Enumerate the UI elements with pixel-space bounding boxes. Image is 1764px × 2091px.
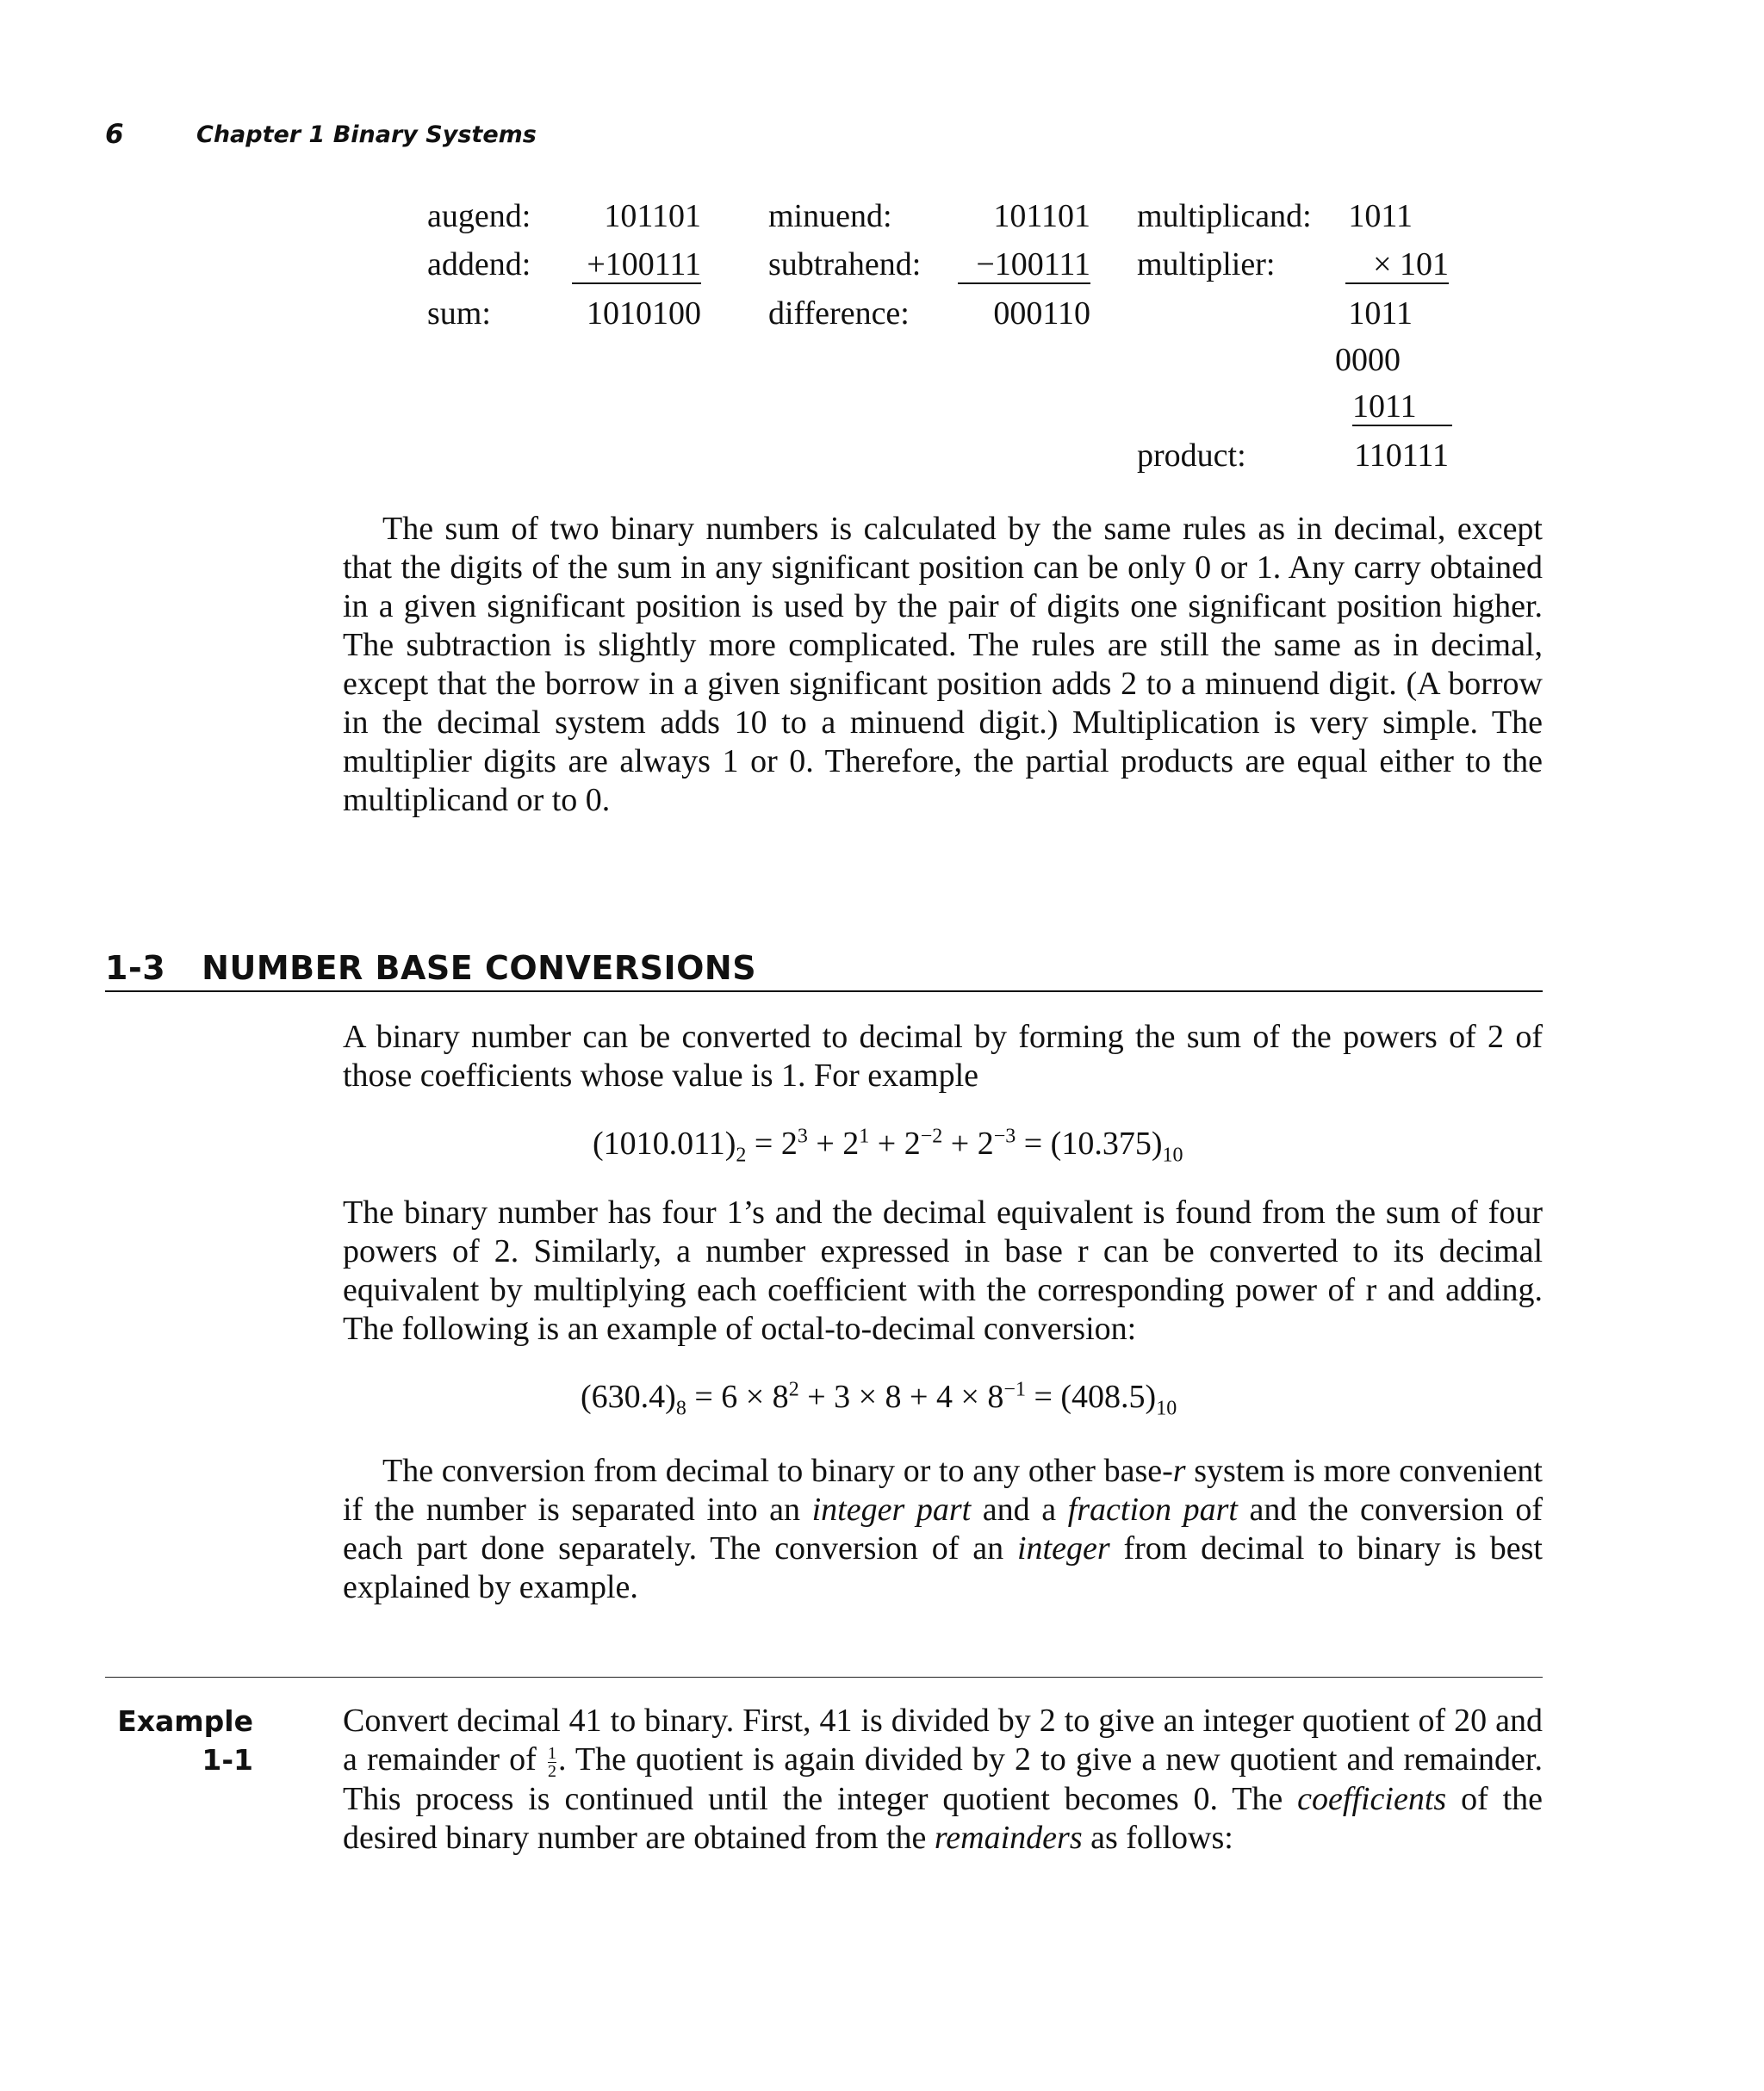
eq2-exp2: −1: [1003, 1378, 1026, 1401]
half-denominator: 2: [547, 1761, 556, 1781]
augend-label: augend:: [427, 198, 531, 234]
partial-product-3: 1011: [1352, 390, 1452, 426]
subtrahend-label: subtrahend:: [768, 246, 922, 282]
eq2-rhs-base: 10: [1156, 1397, 1177, 1420]
p4-r: r: [1172, 1453, 1186, 1489]
multiplier-label: multiplier:: [1137, 246, 1276, 282]
paragraph-base-r-conversion: The binary number has four 1’s and the decimal equivalent is found from the sum of four powers of 2. Similarly, a number expressed in base r can be converted to its decimal equivalent by multiplying each coefficient with the corresponding power of r and adding. The following is an example of octal-to-decimal conversion:: [343, 1194, 1543, 1347]
example-label: [105, 1702, 253, 1779]
eq1-lhs: (1010.011): [593, 1126, 736, 1162]
example-text-d: as follows:: [1082, 1819, 1233, 1856]
p4-text-b: system is more convenient if the number is separated into an: [343, 1453, 1543, 1528]
p4-text-d: and the conversion of each part done separately. The conversion of an: [343, 1492, 1543, 1567]
difference-label: difference:: [768, 295, 910, 332]
minuend-value: 101101: [993, 198, 1090, 234]
example-text: [343, 1702, 1543, 1858]
eq1-exp4: −3: [993, 1125, 1016, 1148]
eq1-lhs-base: 2: [736, 1144, 747, 1167]
partial-product-1: 1011: [1348, 295, 1413, 332]
chapter-title: Chapter 1 Binary Systems: [196, 121, 537, 148]
example-text-b: . The quotient is again divided by 2 to give a new quotient and remainder. This process is continued until the integer quotient becomes 0. The: [343, 1741, 1543, 1817]
eq2-lhs-base: 8: [675, 1397, 686, 1420]
example-number: 1-1: [202, 1743, 253, 1777]
paragraph-integer-fraction: [343, 1452, 1543, 1607]
eq1-exp1: 3: [797, 1125, 808, 1148]
example-rule: [105, 1677, 1543, 1678]
section-rule: [105, 990, 1543, 992]
eq1-term4: + 2: [942, 1126, 994, 1162]
example-coefficients: coefficients: [1297, 1780, 1447, 1817]
p4-text-c: and a: [971, 1492, 1068, 1528]
product-value: 110111: [1354, 437, 1449, 474]
p4-text-a: The conversion from decimal to binary or to any other base-: [382, 1453, 1173, 1489]
multiplier-value: × 101: [1345, 248, 1449, 284]
p4-text-e: from decimal to binary is best explained by example.: [343, 1530, 1543, 1605]
eq1-term2: + 2: [807, 1126, 860, 1162]
eq1-term1: = 2: [746, 1126, 798, 1162]
equation-octal-to-decimal: [581, 1378, 1177, 1420]
equation-binary-to-decimal: [593, 1125, 1183, 1167]
eq2-term2: + 3 × 8 + 4 × 8: [798, 1379, 1004, 1415]
p4-integer: integer: [1016, 1530, 1110, 1567]
multiplicand-value: 1011: [1348, 198, 1413, 234]
eq1-term3: + 2: [869, 1126, 921, 1162]
example-remainders: remainders: [934, 1819, 1083, 1856]
eq2-exp1: 2: [788, 1378, 799, 1401]
difference-value: 000110: [993, 295, 1090, 332]
sum-label: sum:: [427, 295, 491, 332]
addend-label: addend:: [427, 246, 531, 282]
section-number: 1-3: [105, 949, 166, 987]
partial-product-2: 0000: [1335, 342, 1401, 378]
page-number: 6: [105, 119, 124, 150]
half-numerator: 1: [547, 1743, 556, 1763]
section-heading: [105, 949, 756, 987]
example-text-c: of the desired binary number are obtained from the: [343, 1780, 1544, 1856]
example-label-text: Example: [117, 1704, 253, 1738]
sum-value: 1010100: [587, 295, 701, 332]
paragraph-binary-to-decimal: A binary number can be converted to decimal by forming the sum of the powers of 2 of those coefficients whose value is 1. For example: [343, 1019, 1543, 1094]
subtrahend-value: −100111: [958, 248, 1090, 284]
eq2-lhs: (630.4): [581, 1379, 676, 1415]
section-title: NUMBER BASE CONVERSIONS: [202, 949, 757, 987]
example-text-a: Convert decimal 41 to binary. First, 41 is divided by 2 to give an integer quotient of 20 and a remainder of: [343, 1703, 1543, 1778]
eq1-exp3: −2: [920, 1125, 943, 1148]
p4-integer-part: integer part: [811, 1492, 972, 1528]
product-label: product:: [1137, 437, 1246, 474]
paragraph-binary-arithmetic: The sum of two binary numbers is calculated by the same rules as in decimal, except that the digits of the sum in any significant position can be only 0 or 1. Any carry obtained in a given significant position is used by the pair of digits one significant position higher. The subtraction is slightly more complicated. The rules are still the same as in decimal, except that the borrow in a given significant position adds 2 to a minuend digit. (A borrow in the decimal system adds 10 to a minuend digit.) Multiplication is very simple. The multiplier digits are always 1 or 0. Therefore, the partial products are equal either to the multiplicand or to 0.: [343, 511, 1543, 818]
eq1-rhs-base: 10: [1162, 1144, 1183, 1167]
augend-value: 101101: [604, 198, 701, 234]
multiplicand-label: multiplicand:: [1137, 198, 1312, 234]
eq2-term1: = 6 × 8: [686, 1379, 789, 1415]
eq1-rhs: = (10.375): [1016, 1126, 1163, 1162]
eq1-exp2: 1: [859, 1125, 870, 1148]
eq2-rhs: = (408.5): [1025, 1379, 1157, 1415]
p4-fraction-part: fraction part: [1067, 1492, 1238, 1528]
minuend-label: minuend:: [768, 198, 892, 234]
addend-value: +100111: [572, 248, 701, 284]
one-half-fraction: [548, 1745, 556, 1780]
